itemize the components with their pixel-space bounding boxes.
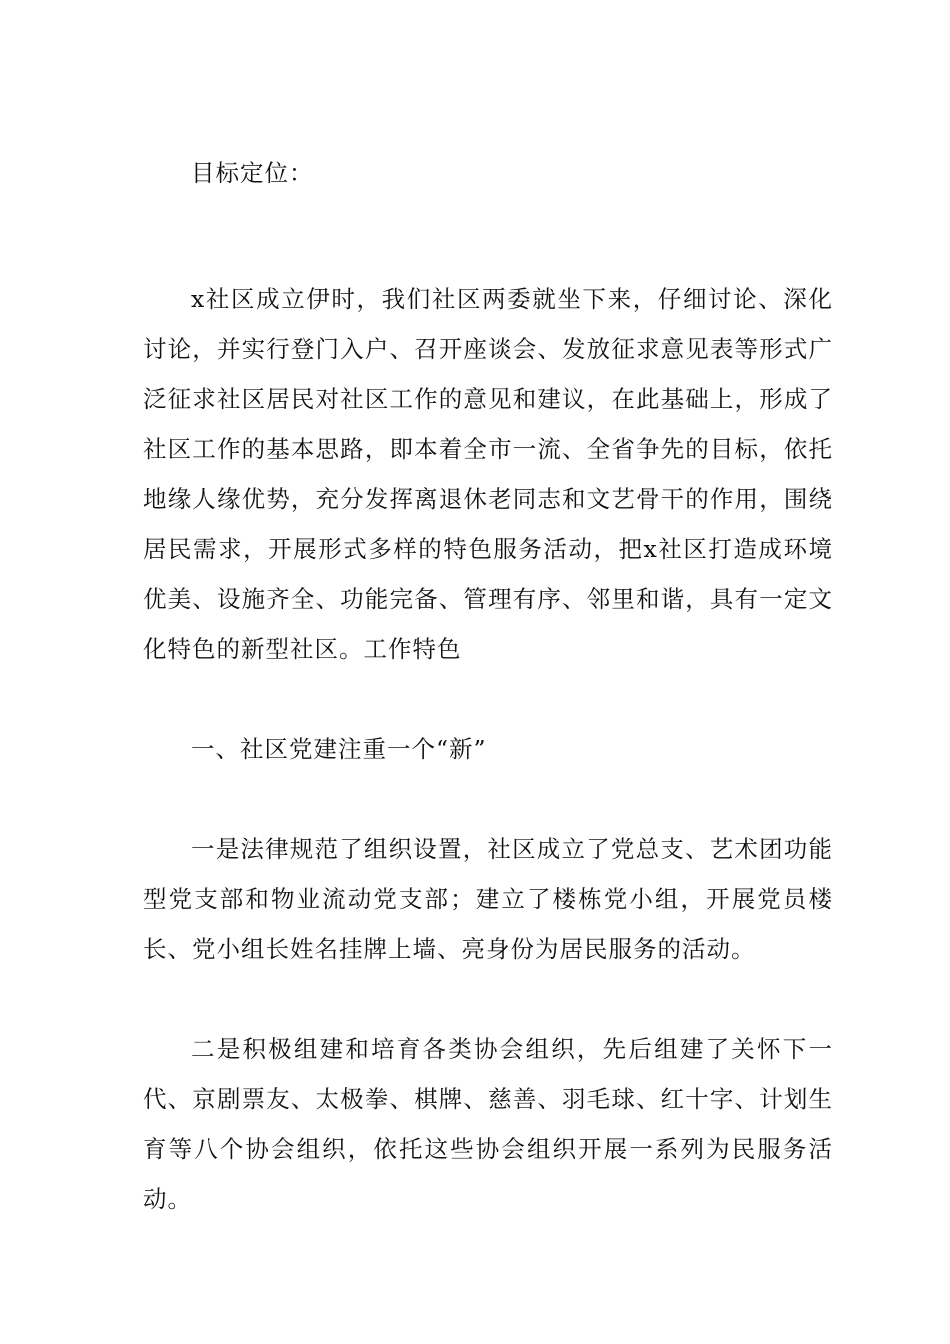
goal-heading: 目标定位： [191,159,314,187]
intro-paragraph: x社区成立伊时，我们社区两委就坐下来，仔细讨论、深化讨论，并实行登门入户、召开座谈会、发放征求意见表等形式广泛征求社区居民对社区工作的意见和建议，在此基础上，形成了社区工作的基本思路，即本着全市一流、全省争先的目标，依托地缘人缘优势，充分发挥离退休老同志和文艺骨干的作用，围绕居民需求，开展形式多样的特色服务活动，把x社区打造成环境优美、设施齐全、功能完备、管理有序、邻里和谐，具有一定文化特色的新型社区。工作特色 [143,285,833,663]
section-one-heading: 一、社区党建注重一个“新” [191,735,487,763]
item-two-paragraph: 二是积极组建和培育各类协会组织，先后组建了关怀下一代、京剧票友、太极拳、棋牌、慈善、羽毛球、红十字、计划生育等八个协会组织，依托这些协会组织开展一系列为民服务活动。 [143,1035,833,1213]
item-one-paragraph: 一是法律规范了组织设置，社区成立了党总支、艺术团功能型党支部和物业流动党支部；建立了楼栋党小组，开展党员楼长、党小组长姓名挂牌上墙、亮身份为居民服务的活动。 [143,835,833,963]
